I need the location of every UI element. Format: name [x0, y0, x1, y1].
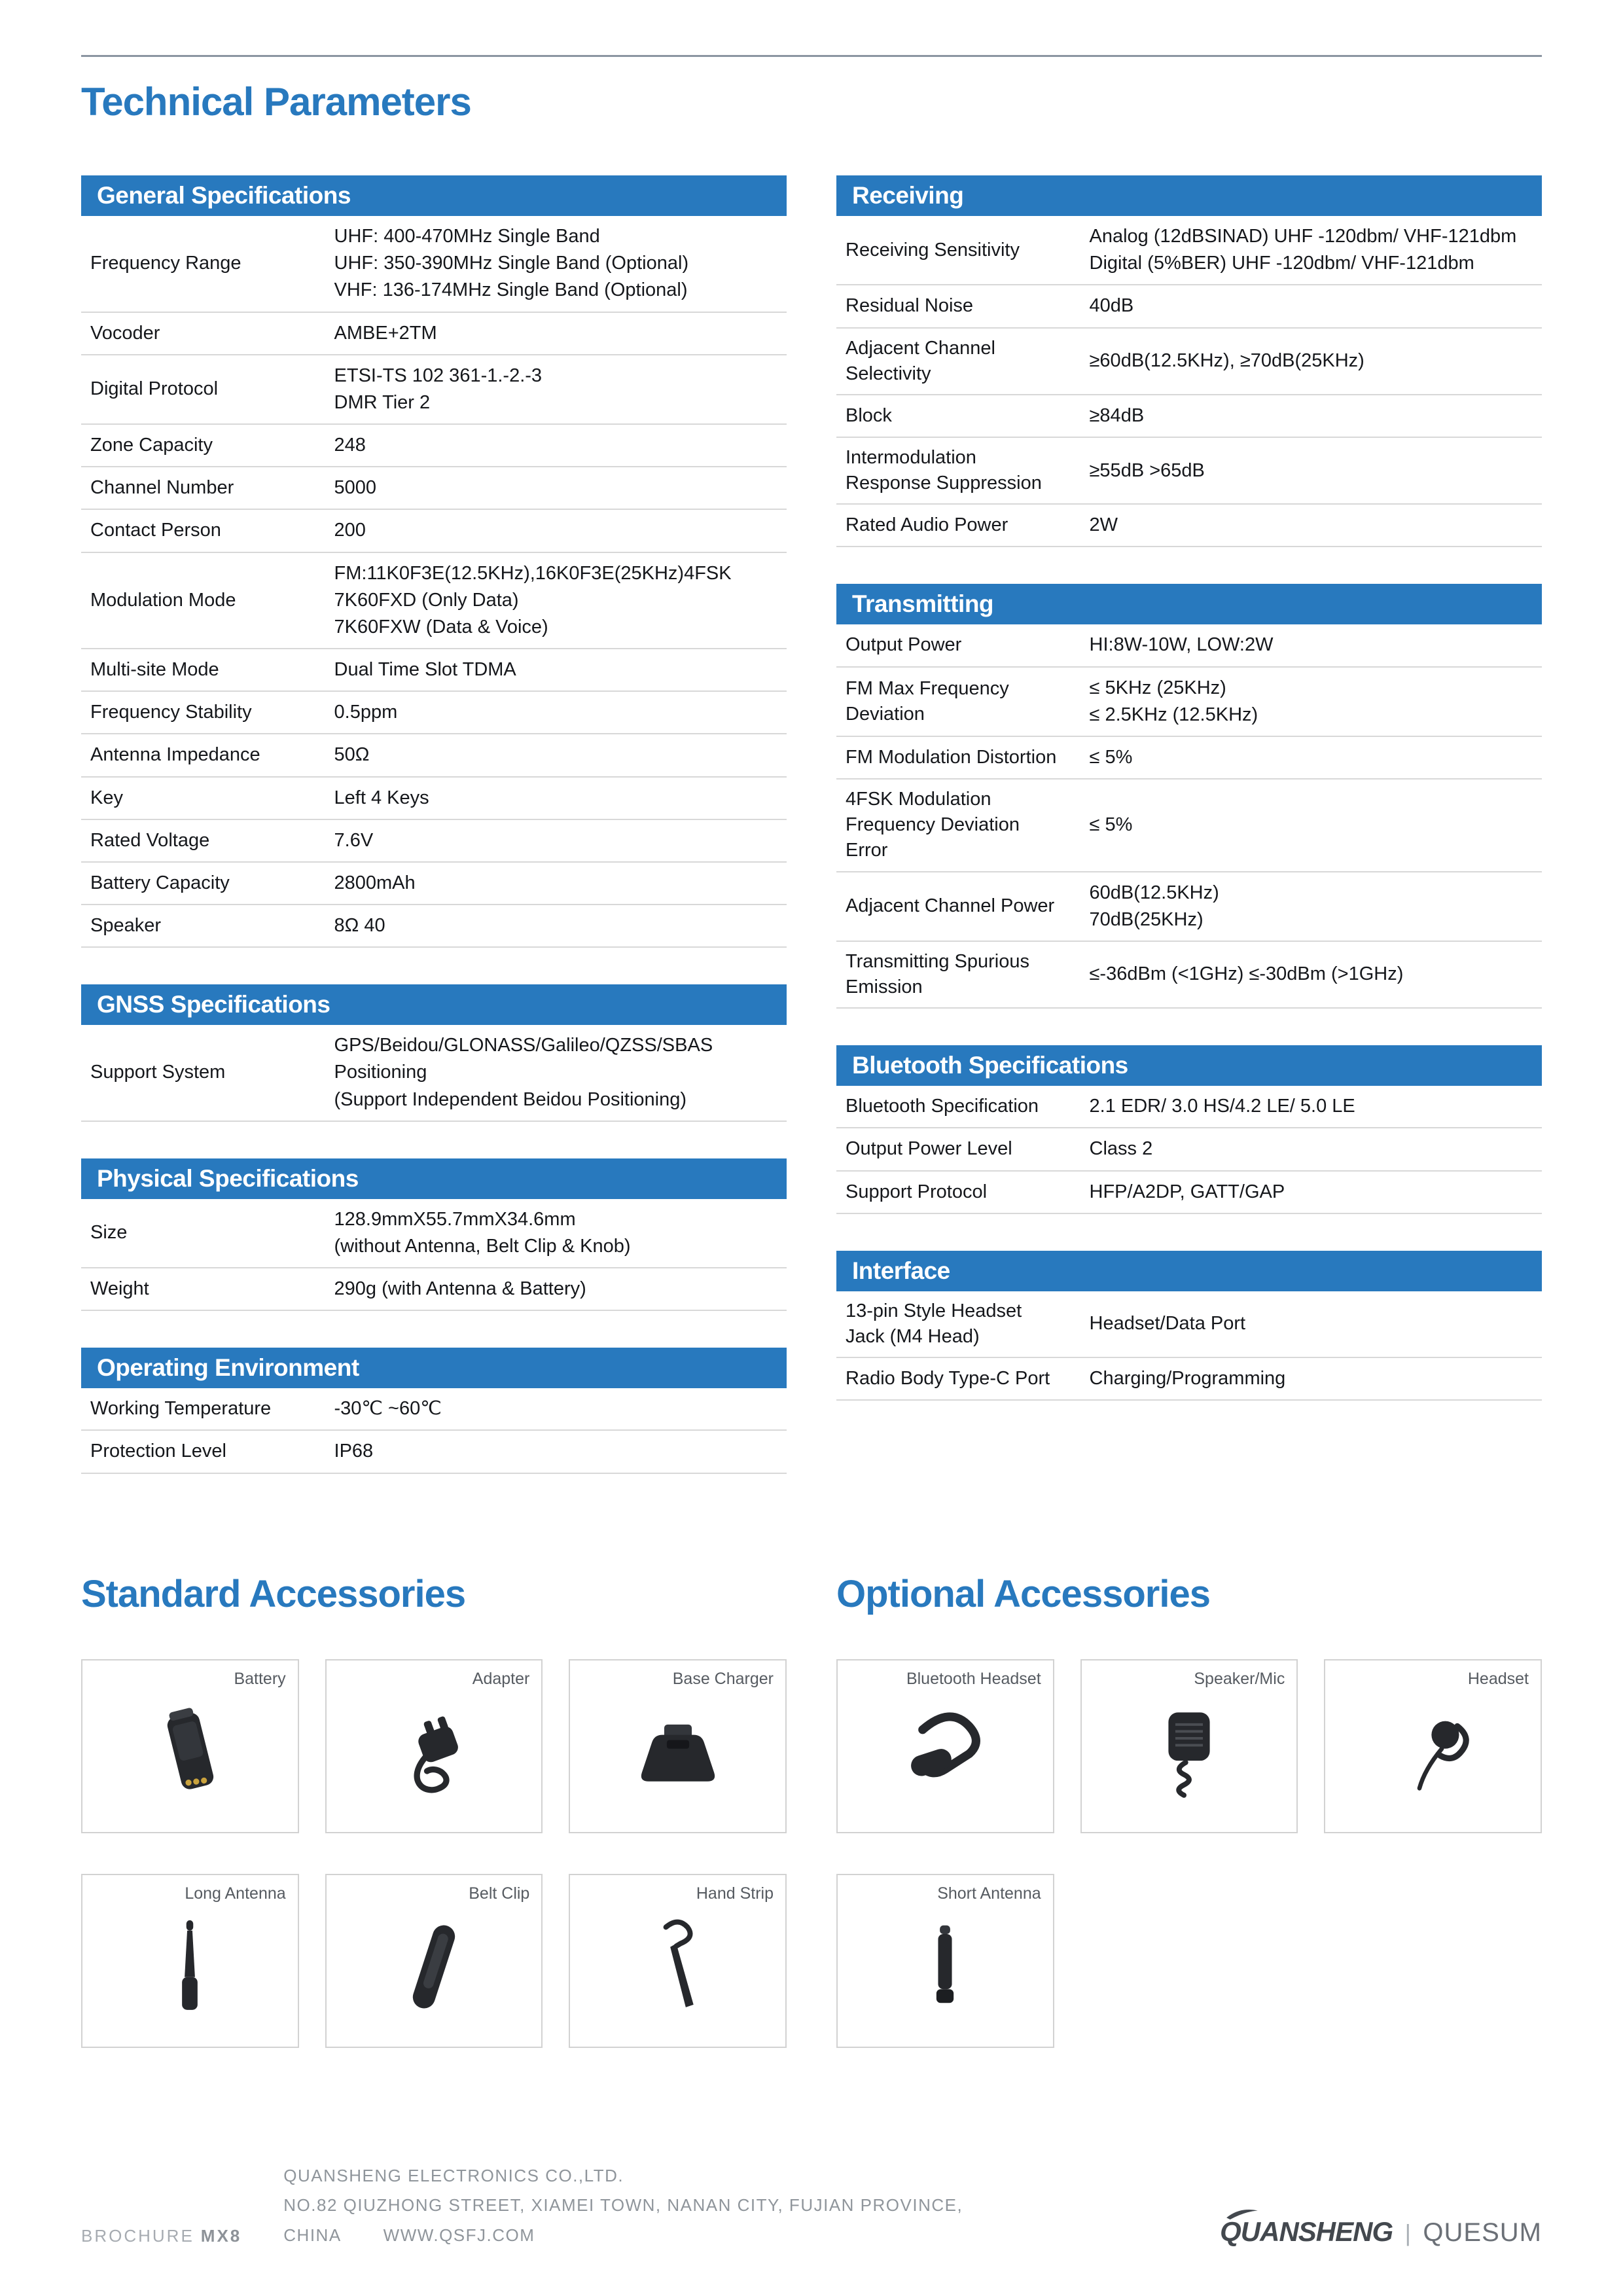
row-label: Contact Person — [90, 520, 221, 541]
accessory-card — [81, 1874, 299, 2048]
value-line: ≥60dB(12.5KHz), ≥70dB(25KHz) — [1089, 350, 1364, 372]
standard-accessories-section — [81, 1572, 787, 2048]
row-label: Battery Capacity — [90, 872, 230, 893]
accessory-label: Speaker/Mic — [1194, 1669, 1285, 1688]
row-label: Frequency Stability — [90, 702, 252, 723]
table-row — [836, 1358, 1542, 1401]
table-row — [836, 216, 1542, 285]
section-header: Receiving — [836, 175, 1542, 216]
value-line: 2W — [1089, 514, 1118, 536]
headset-icon — [1382, 1685, 1485, 1807]
optional-accessory-cards — [836, 1659, 1542, 2048]
quesum-logo: QUESUM — [1423, 2218, 1542, 2247]
value-line: 290g (with Antenna & Battery) — [334, 1278, 586, 1300]
row-label: Block — [846, 404, 892, 426]
value-line: Digital (5%BER) UHF -120dbm/ VHF-121dbm — [1089, 253, 1474, 274]
row-label: Zone Capacity — [90, 435, 213, 456]
belt-clip-icon — [382, 1899, 486, 2022]
row-value — [1077, 880, 1542, 933]
table-row — [836, 780, 1542, 872]
long-antenna-icon — [138, 1899, 241, 2022]
footer — [81, 2161, 1542, 2251]
standard-accessories-title: Standard Accessories — [81, 1572, 466, 1615]
row-value — [321, 1438, 787, 1465]
row-label: Speaker — [90, 915, 162, 937]
row-label: 13-pin Style Headset Jack (M4 Head) — [846, 1300, 1022, 1347]
spec-section — [836, 1251, 1542, 1401]
value-line: ≤-36dBm (<1GHz) ≤-30dBm (>1GHz) — [1089, 963, 1404, 985]
row-value — [321, 1206, 787, 1260]
spec-grid — [81, 175, 1542, 1474]
company-info — [283, 2161, 1178, 2251]
accessory-card — [569, 1874, 787, 2048]
row-label: Protection Level — [90, 1441, 226, 1462]
row-label: Bluetooth Specification — [846, 1096, 1039, 1117]
bluetooth-headset-icon — [893, 1685, 997, 1807]
table-row — [81, 467, 787, 510]
accessory-label: Long Antenna — [185, 1884, 286, 1903]
accessory-label: Belt Clip — [469, 1884, 530, 1903]
row-label: Antenna Impedance — [90, 744, 260, 766]
company-address-row — [283, 2191, 1178, 2250]
table-row — [81, 355, 787, 425]
quansheng-logo: QUANSHENG — [1220, 2216, 1393, 2247]
speaker-mic-icon — [1137, 1685, 1241, 1807]
brand-divider: | — [1404, 2219, 1411, 2246]
row-label: Digital Protocol — [90, 378, 219, 400]
table-row — [836, 1128, 1542, 1171]
row-label: Adjacent Channel Selectivity — [846, 337, 995, 384]
value-line: 70dB(25KHz) — [1089, 908, 1204, 930]
row-value — [321, 320, 787, 347]
row-label: Output Power Level — [846, 1138, 1012, 1160]
row-value — [321, 223, 787, 304]
spec-section — [81, 175, 787, 948]
value-line: 7K60FXW (Data & Voice) — [334, 616, 548, 637]
table-row — [81, 649, 787, 692]
value-line: 40dB — [1089, 295, 1134, 317]
row-value — [1077, 1310, 1542, 1337]
value-line: ≤ 5KHz (25KHz) — [1089, 677, 1226, 698]
value-line: (Support Independent Beidou Positioning) — [334, 1088, 687, 1110]
section-header: Bluetooth Specifications — [836, 1045, 1542, 1086]
table-row — [81, 778, 787, 820]
row-value — [1077, 348, 1542, 374]
row-label: Residual Noise — [846, 295, 974, 317]
row-value — [321, 517, 787, 544]
accessory-card — [569, 1659, 787, 1833]
value-line: Dual Time Slot TDMA — [334, 659, 516, 681]
row-label: Support Protocol — [846, 1181, 988, 1202]
quansheng-swoosh-icon — [1224, 2206, 1260, 2223]
accessory-card — [836, 1874, 1054, 2048]
top-rule — [81, 55, 1542, 57]
row-label: Weight — [90, 1278, 149, 1300]
spec-column-left — [81, 175, 787, 1474]
table-row — [81, 734, 787, 777]
value-line: ≤ 5% — [1089, 814, 1133, 836]
value-line: Headset/Data Port — [1089, 1313, 1246, 1335]
value-line: -30℃ ~60℃ — [334, 1398, 442, 1420]
hand-strip-icon — [626, 1899, 730, 2022]
value-line: 0.5ppm — [334, 702, 398, 723]
table-row — [81, 863, 787, 905]
row-label: Size — [90, 1222, 128, 1244]
accessory-label: Hand Strip — [696, 1884, 774, 1903]
value-line: 7.6V — [334, 829, 374, 851]
row-value — [1077, 812, 1542, 838]
brochure-label: BROCHURE — [81, 2226, 194, 2246]
row-value — [1077, 223, 1542, 277]
row-value — [1077, 1093, 1542, 1120]
battery-icon — [138, 1685, 241, 1807]
accessory-label: Base Charger — [672, 1669, 774, 1688]
row-label: Rated Audio Power — [846, 514, 1008, 536]
row-label: Intermodulation Response Suppression — [846, 446, 1042, 494]
row-value — [321, 870, 787, 897]
value-line: ETSI-TS 102 361-1.-2.-3 — [334, 365, 543, 386]
value-line: 2.1 EDR/ 3.0 HS/4.2 LE/ 5.0 LE — [1089, 1096, 1355, 1117]
row-label: Modulation Mode — [90, 589, 236, 611]
value-line: HI:8W-10W, LOW:2W — [1089, 634, 1274, 656]
spec-section — [81, 1158, 787, 1312]
company-name: QUANSHENG ELECTRONICS CO.,LTD. — [283, 2165, 624, 2185]
table-row — [81, 692, 787, 734]
table-row — [836, 942, 1542, 1009]
value-line: Left 4 Keys — [334, 787, 429, 808]
table-row — [836, 438, 1542, 505]
value-line: DMR Tier 2 — [334, 391, 431, 413]
row-label: Transmitting Spurious Emission — [846, 950, 1029, 998]
row-value — [1077, 293, 1542, 319]
brochure-model: MX8 — [200, 2226, 242, 2246]
table-row — [836, 668, 1542, 737]
row-label: Multi-site Mode — [90, 659, 219, 681]
page-title: Technical Parameters — [81, 80, 471, 124]
value-line: 2800mAh — [334, 872, 416, 893]
row-label: FM Modulation Distortion — [846, 746, 1057, 768]
row-value — [321, 432, 787, 459]
row-value — [321, 560, 787, 641]
value-line: 200 — [334, 520, 366, 541]
value-line: ≤ 2.5KHz (12.5KHz) — [1089, 704, 1258, 725]
row-value — [321, 785, 787, 812]
value-line: UHF: 350-390MHz Single Band (Optional) — [334, 253, 689, 274]
company-website-link[interactable]: WWW.QSFJ.COM — [383, 2225, 535, 2245]
row-value — [1077, 1179, 1542, 1206]
row-value — [1077, 512, 1542, 539]
row-value — [321, 475, 787, 501]
value-line: ≥84dB — [1089, 404, 1145, 426]
standard-accessory-cards — [81, 1659, 787, 2048]
row-label: Channel Number — [90, 477, 234, 499]
section-header: GNSS Specifications — [81, 984, 787, 1025]
table-row — [81, 216, 787, 313]
spec-column-right — [836, 175, 1542, 1401]
table-row — [81, 510, 787, 552]
row-value — [1077, 457, 1542, 484]
table-row — [81, 905, 787, 948]
section-header: Transmitting — [836, 584, 1542, 624]
row-value — [1077, 961, 1542, 988]
row-label: Receiving Sensitivity — [846, 239, 1020, 260]
value-line: Analog (12dBSINAD) UHF -120dbm/ VHF-121dbm — [1089, 226, 1517, 247]
row-label: Radio Body Type-C Port — [846, 1367, 1050, 1389]
value-line: 50Ω — [334, 744, 370, 766]
row-label: 4FSK Modulation Frequency Deviation Error — [846, 789, 1020, 861]
value-line: GPS/Beidou/GLONASS/Galileo/QZSS/SBAS Positioning — [334, 1035, 713, 1083]
table-row — [81, 1025, 787, 1122]
row-label: Working Temperature — [90, 1398, 272, 1420]
row-value — [321, 363, 787, 416]
value-line: 8Ω 40 — [334, 915, 385, 937]
row-label: Output Power — [846, 634, 962, 656]
accessory-card — [325, 1659, 543, 1833]
row-label: Adjacent Channel Power — [846, 895, 1055, 917]
accessory-label: Adapter — [472, 1669, 530, 1688]
value-line: Class 2 — [1089, 1138, 1153, 1160]
value-line: AMBE+2TM — [334, 322, 437, 344]
row-value — [1077, 403, 1542, 429]
row-label: Vocoder — [90, 322, 160, 344]
table-row — [81, 313, 787, 355]
table-row — [81, 425, 787, 467]
short-antenna-icon — [893, 1899, 997, 2022]
table-row — [836, 505, 1542, 547]
row-value — [321, 1276, 787, 1302]
row-label: Rated Voltage — [90, 829, 210, 851]
accessory-label: Bluetooth Headset — [906, 1669, 1041, 1688]
accessory-card — [1324, 1659, 1542, 1833]
value-line: ≤ 5% — [1089, 746, 1133, 768]
value-line: 5000 — [334, 477, 377, 499]
row-value — [1077, 632, 1542, 658]
table-row — [836, 1086, 1542, 1128]
row-value — [1077, 1136, 1542, 1162]
value-line: FM:11K0F3E(12.5KHz),16K0F3E(25KHz)4FSK — [334, 562, 732, 584]
table-row — [81, 820, 787, 863]
table-row — [81, 553, 787, 650]
table-row — [81, 1431, 787, 1473]
table-row — [81, 1199, 787, 1268]
section-header: General Specifications — [81, 175, 787, 216]
row-value — [321, 656, 787, 683]
value-line: VHF: 136-174MHz Single Band (Optional) — [334, 279, 688, 301]
value-line: Charging/Programming — [1089, 1367, 1286, 1389]
table-row — [836, 1291, 1542, 1358]
row-value — [321, 1395, 787, 1422]
base-charger-icon — [626, 1685, 730, 1807]
section-header: Operating Environment — [81, 1348, 787, 1388]
accessories-grid — [81, 1572, 1542, 2048]
spec-section — [836, 175, 1542, 547]
table-row — [836, 1172, 1542, 1214]
table-row — [836, 285, 1542, 328]
accessory-card — [325, 1874, 543, 2048]
row-label: Support System — [90, 1062, 226, 1083]
table-row — [836, 872, 1542, 942]
section-header: Interface — [836, 1251, 1542, 1291]
row-value — [321, 1032, 787, 1113]
value-line: UHF: 400-470MHz Single Band — [334, 226, 600, 247]
spec-section — [81, 1348, 787, 1473]
accessory-card — [836, 1659, 1054, 1833]
row-value — [1077, 1365, 1542, 1392]
accessory-card — [81, 1659, 299, 1833]
value-line: 128.9mmX55.7mmX34.6mm — [334, 1208, 576, 1230]
row-value — [1077, 675, 1542, 728]
row-label: FM Max Frequency Deviation — [846, 677, 1009, 725]
spec-section — [81, 984, 787, 1122]
table-row — [81, 1268, 787, 1311]
optional-accessories-title: Optional Accessories — [836, 1572, 1210, 1615]
row-label: Frequency Range — [90, 253, 241, 274]
table-row — [836, 737, 1542, 780]
adapter-icon — [382, 1685, 486, 1807]
value-line: HFP/A2DP, GATT/GAP — [1089, 1181, 1285, 1202]
value-line: (without Antenna, Belt Clip & Knob) — [334, 1235, 631, 1257]
accessory-label: Headset — [1467, 1669, 1529, 1688]
brochure-info — [81, 2226, 241, 2250]
value-line: IP68 — [334, 1441, 374, 1462]
value-line: 248 — [334, 435, 366, 456]
spec-section — [836, 1045, 1542, 1214]
row-value — [321, 912, 787, 939]
section-header: Physical Specifications — [81, 1158, 787, 1199]
accessory-label: Short Antenna — [937, 1884, 1041, 1903]
table-row — [836, 329, 1542, 395]
row-label: Key — [90, 787, 123, 808]
accessory-label: Battery — [234, 1669, 286, 1688]
table-row — [836, 624, 1542, 667]
row-value — [321, 827, 787, 854]
value-line: 60dB(12.5KHz) — [1089, 882, 1219, 903]
table-row — [836, 395, 1542, 438]
accessory-card — [1080, 1659, 1298, 1833]
value-line: 7K60FXD (Only Data) — [334, 589, 519, 611]
spec-section — [836, 584, 1542, 1009]
row-value — [321, 699, 787, 726]
table-row — [81, 1388, 787, 1431]
optional-accessories-section — [836, 1572, 1542, 2048]
row-value — [321, 742, 787, 768]
row-value — [1077, 744, 1542, 771]
brand-logos — [1220, 2216, 1542, 2250]
company-address: NO.82 QIUZHONG STREET, XIAMEI TOWN, NANAN CITY, FUJIAN PROVINCE, CHINA — [283, 2195, 963, 2245]
value-line: ≥55dB >65dB — [1089, 459, 1205, 481]
